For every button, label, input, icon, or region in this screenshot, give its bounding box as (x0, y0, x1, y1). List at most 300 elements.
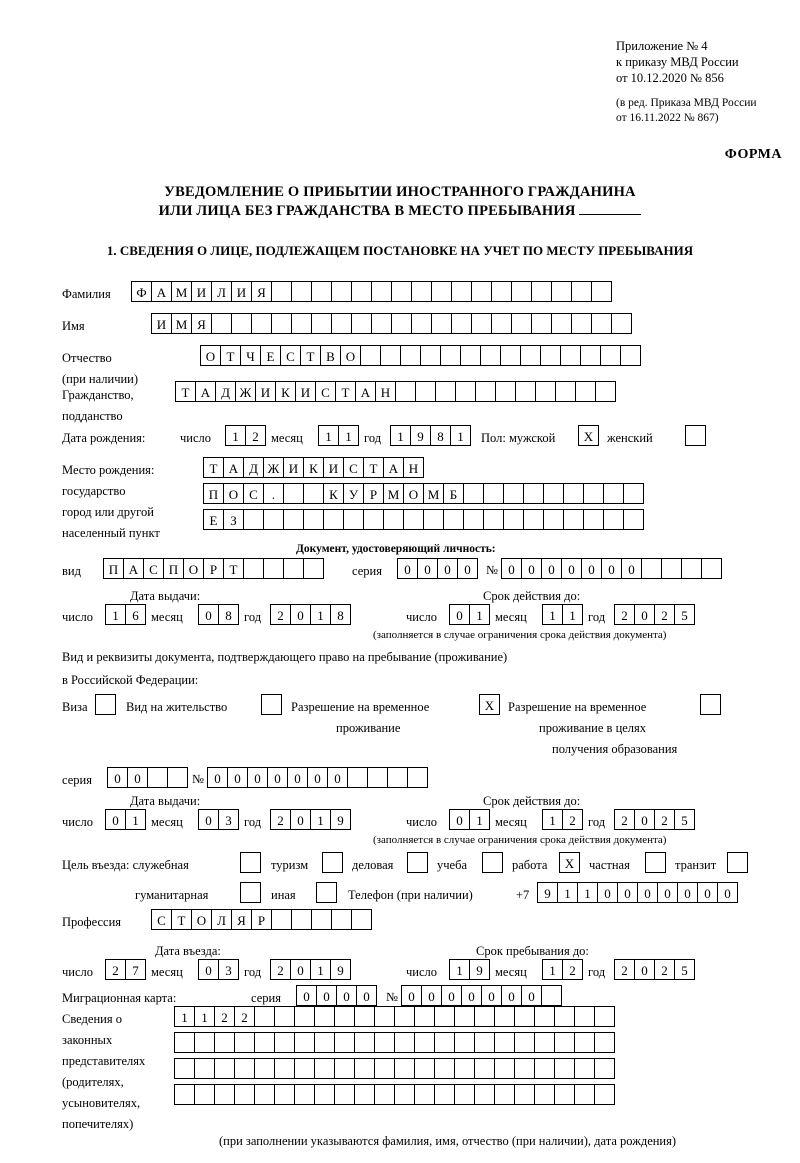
cell[interactable] (391, 281, 412, 302)
cell[interactable]: Т (220, 345, 241, 366)
doc-valid-day-input[interactable] (449, 604, 489, 625)
cell[interactable]: 1 (557, 882, 578, 903)
cell[interactable] (311, 909, 332, 930)
cell[interactable]: И (231, 281, 252, 302)
cell[interactable]: Т (175, 381, 196, 402)
cell[interactable] (331, 281, 352, 302)
cell[interactable] (383, 509, 404, 530)
cell[interactable] (231, 313, 252, 334)
cell[interactable] (440, 345, 461, 366)
cell[interactable]: 0 (634, 809, 655, 830)
cell[interactable] (523, 483, 544, 504)
cell[interactable]: 0 (401, 985, 422, 1006)
cell[interactable] (414, 1032, 435, 1053)
purpose-study-checkbox[interactable] (482, 852, 503, 873)
cell[interactable] (594, 1084, 615, 1105)
cell[interactable] (331, 909, 352, 930)
cell[interactable] (554, 1058, 575, 1079)
doc-number-input[interactable] (501, 558, 721, 579)
cell[interactable] (534, 1058, 555, 1079)
cell[interactable]: 0 (717, 882, 738, 903)
cell[interactable] (571, 281, 592, 302)
cell[interactable]: Л (211, 281, 232, 302)
cell[interactable] (354, 1058, 375, 1079)
cell[interactable] (554, 1084, 575, 1105)
cell[interactable]: О (200, 345, 221, 366)
cell[interactable] (174, 1084, 195, 1105)
cell[interactable]: 1 (390, 425, 411, 446)
cell[interactable] (423, 509, 444, 530)
cell[interactable] (531, 313, 552, 334)
cell[interactable]: А (195, 381, 216, 402)
cell[interactable]: 1 (542, 959, 563, 980)
purpose-transit-checkbox[interactable] (727, 852, 748, 873)
cell[interactable] (491, 313, 512, 334)
cell[interactable]: К (275, 381, 296, 402)
cell[interactable] (534, 1006, 555, 1027)
cell[interactable]: П (203, 483, 224, 504)
cell[interactable] (603, 483, 624, 504)
cell[interactable] (494, 1084, 515, 1105)
cell[interactable] (543, 483, 564, 504)
purpose-business-checkbox[interactable] (407, 852, 428, 873)
cell[interactable]: Ж (235, 381, 256, 402)
cell[interactable] (283, 558, 304, 579)
cell[interactable]: О (340, 345, 361, 366)
cell[interactable]: 1 (194, 1006, 215, 1027)
cell[interactable]: 0 (287, 767, 308, 788)
cell[interactable] (623, 483, 644, 504)
phone-input[interactable] (537, 882, 737, 903)
cell[interactable] (434, 1058, 455, 1079)
cell[interactable]: 0 (617, 882, 638, 903)
purpose-humanitarian-checkbox[interactable] (240, 882, 261, 903)
cell[interactable]: 0 (247, 767, 268, 788)
cell[interactable] (571, 313, 592, 334)
birth-year-input[interactable] (390, 425, 470, 446)
cell[interactable]: 0 (637, 882, 658, 903)
cell[interactable] (460, 345, 481, 366)
cell[interactable]: Т (335, 381, 356, 402)
cell[interactable]: Ч (240, 345, 261, 366)
cell[interactable]: К (303, 457, 324, 478)
cell[interactable] (311, 281, 332, 302)
cell[interactable] (474, 1084, 495, 1105)
birth-month-input[interactable] (318, 425, 358, 446)
cell[interactable] (214, 1058, 235, 1079)
cell[interactable] (303, 483, 324, 504)
cell[interactable]: 2 (245, 425, 266, 446)
cell[interactable] (294, 1058, 315, 1079)
cell[interactable]: Н (375, 381, 396, 402)
cell[interactable] (294, 1032, 315, 1053)
cell[interactable]: И (151, 313, 172, 334)
edu-residence-checkbox[interactable] (700, 694, 721, 715)
cell[interactable] (591, 281, 612, 302)
cell[interactable] (411, 313, 432, 334)
cell[interactable] (271, 281, 292, 302)
cell[interactable] (594, 1006, 615, 1027)
cell[interactable] (314, 1032, 335, 1053)
cell[interactable] (603, 509, 624, 530)
cell[interactable] (174, 1058, 195, 1079)
cell[interactable] (595, 381, 616, 402)
cell[interactable]: 2 (270, 604, 291, 625)
cell[interactable] (303, 558, 324, 579)
sex-male-checkbox[interactable]: X (578, 425, 599, 446)
birth-city-row-2-input[interactable] (203, 509, 643, 530)
cell[interactable]: 1 (310, 604, 331, 625)
cell[interactable] (374, 1032, 395, 1053)
cell[interactable] (283, 509, 304, 530)
cell[interactable] (574, 1006, 595, 1027)
mcard-series-input[interactable] (296, 985, 376, 1006)
cell[interactable]: 1 (105, 604, 126, 625)
cell[interactable]: М (171, 281, 192, 302)
cell[interactable] (294, 1084, 315, 1105)
cell[interactable] (434, 1006, 455, 1027)
cell[interactable] (395, 381, 416, 402)
cell[interactable]: 9 (537, 882, 558, 903)
cell[interactable] (254, 1006, 275, 1027)
cell[interactable] (254, 1084, 275, 1105)
cell[interactable] (243, 558, 264, 579)
doc-valid-month-input[interactable] (542, 604, 582, 625)
cell[interactable] (591, 313, 612, 334)
cell[interactable] (523, 509, 544, 530)
doc-valid-year-input[interactable] (614, 604, 694, 625)
cell[interactable] (611, 313, 632, 334)
cell[interactable]: 0 (541, 558, 562, 579)
cell[interactable] (543, 509, 564, 530)
cell[interactable] (455, 381, 476, 402)
cell[interactable] (474, 1006, 495, 1027)
cell[interactable] (367, 767, 388, 788)
cell[interactable] (351, 909, 372, 930)
purpose-tourism-checkbox[interactable] (322, 852, 343, 873)
cell[interactable]: Р (363, 483, 384, 504)
cell[interactable]: 0 (421, 985, 442, 1006)
cell[interactable] (514, 1006, 535, 1027)
cell[interactable]: 5 (674, 809, 695, 830)
cell[interactable]: О (191, 909, 212, 930)
stay-year-input[interactable] (614, 959, 694, 980)
purpose-work-checkbox[interactable]: X (559, 852, 580, 873)
cell[interactable]: 0 (621, 558, 642, 579)
cell[interactable]: 0 (296, 985, 317, 1006)
cell[interactable]: 0 (521, 558, 542, 579)
surname-input[interactable] (131, 281, 611, 302)
cell[interactable]: Р (203, 558, 224, 579)
cell[interactable]: 2 (614, 604, 635, 625)
cell[interactable] (541, 985, 562, 1006)
birth-city-row-1-input[interactable] (203, 483, 643, 504)
cell[interactable]: Т (363, 457, 384, 478)
cell[interactable]: 0 (521, 985, 542, 1006)
cell[interactable] (641, 558, 662, 579)
doc-kind-input[interactable] (103, 558, 323, 579)
cell[interactable]: И (323, 457, 344, 478)
cell[interactable] (194, 1084, 215, 1105)
cell[interactable]: 1 (469, 604, 490, 625)
cell[interactable] (511, 313, 532, 334)
cell[interactable]: 0 (441, 985, 462, 1006)
cell[interactable] (563, 509, 584, 530)
cell[interactable] (394, 1058, 415, 1079)
cell[interactable]: 1 (225, 425, 246, 446)
cell[interactable] (431, 313, 452, 334)
cell[interactable]: 2 (614, 959, 635, 980)
cell[interactable] (560, 345, 581, 366)
cell[interactable]: 9 (469, 959, 490, 980)
cell[interactable]: 1 (338, 425, 359, 446)
cell[interactable]: Д (215, 381, 236, 402)
cell[interactable]: Е (260, 345, 281, 366)
cell[interactable]: 0 (561, 558, 582, 579)
cell[interactable]: 0 (327, 767, 348, 788)
cell[interactable] (314, 1084, 335, 1105)
cell[interactable]: 1 (577, 882, 598, 903)
cell[interactable] (531, 281, 552, 302)
cell[interactable] (234, 1084, 255, 1105)
cell[interactable] (334, 1084, 355, 1105)
cell[interactable] (167, 767, 188, 788)
cell[interactable]: 0 (417, 558, 438, 579)
cell[interactable]: 0 (634, 959, 655, 980)
cell[interactable]: И (191, 281, 212, 302)
cell[interactable]: А (151, 281, 172, 302)
cell[interactable] (360, 345, 381, 366)
cell[interactable] (494, 1032, 515, 1053)
cell[interactable] (194, 1032, 215, 1053)
cell[interactable] (407, 767, 428, 788)
cell[interactable]: 0 (336, 985, 357, 1006)
cell[interactable]: В (320, 345, 341, 366)
stay-valid-day-input[interactable] (449, 809, 489, 830)
cell[interactable] (471, 313, 492, 334)
name-input[interactable] (151, 313, 631, 334)
cell[interactable]: 5 (674, 959, 695, 980)
cell[interactable] (500, 345, 521, 366)
cell[interactable] (583, 483, 604, 504)
cell[interactable] (583, 509, 604, 530)
cell[interactable] (701, 558, 722, 579)
cell[interactable] (574, 1084, 595, 1105)
cell[interactable] (334, 1032, 355, 1053)
cell[interactable]: Н (403, 457, 424, 478)
cell[interactable] (211, 313, 232, 334)
cell[interactable]: О (223, 483, 244, 504)
cell[interactable] (574, 1058, 595, 1079)
cell[interactable] (214, 1084, 235, 1105)
cell[interactable] (503, 509, 524, 530)
cell[interactable]: М (383, 483, 404, 504)
cell[interactable] (354, 1006, 375, 1027)
stay-issue-month-input[interactable] (198, 809, 238, 830)
cell[interactable] (194, 1058, 215, 1079)
cell[interactable]: 8 (430, 425, 451, 446)
cell[interactable]: 0 (461, 985, 482, 1006)
cell[interactable]: П (103, 558, 124, 579)
cell[interactable] (474, 1032, 495, 1053)
cell[interactable] (214, 1032, 235, 1053)
residence-permit-checkbox[interactable] (261, 694, 282, 715)
cell[interactable] (594, 1032, 615, 1053)
cell[interactable]: Я (191, 313, 212, 334)
cell[interactable] (594, 1058, 615, 1079)
cell[interactable] (343, 509, 364, 530)
cell[interactable]: 1 (318, 425, 339, 446)
cell[interactable] (147, 767, 168, 788)
cell[interactable] (495, 381, 516, 402)
cell[interactable]: 3 (218, 959, 239, 980)
cell[interactable]: Ж (263, 457, 284, 478)
cell[interactable] (434, 1084, 455, 1105)
cell[interactable]: 0 (227, 767, 248, 788)
purpose-official-checkbox[interactable] (240, 852, 261, 873)
cell[interactable]: С (315, 381, 336, 402)
cell[interactable]: 9 (330, 809, 351, 830)
cell[interactable] (371, 281, 392, 302)
cell[interactable] (274, 1032, 295, 1053)
cell[interactable]: 1 (310, 959, 331, 980)
cell[interactable] (575, 381, 596, 402)
cell[interactable]: 0 (316, 985, 337, 1006)
cell[interactable] (551, 281, 572, 302)
cell[interactable]: С (243, 483, 264, 504)
cell[interactable]: 0 (397, 558, 418, 579)
stay-day-input[interactable] (449, 959, 489, 980)
purpose-other-checkbox[interactable] (316, 882, 337, 903)
cell[interactable] (420, 345, 441, 366)
cell[interactable]: 1 (174, 1006, 195, 1027)
cell[interactable] (534, 1084, 555, 1105)
cell[interactable]: 0 (267, 767, 288, 788)
cell[interactable]: 2 (562, 959, 583, 980)
cell[interactable]: 0 (634, 604, 655, 625)
cell[interactable]: 2 (270, 809, 291, 830)
cell[interactable]: М (423, 483, 444, 504)
legal-row-1-input[interactable] (174, 1006, 614, 1027)
cell[interactable]: Р (251, 909, 272, 930)
cell[interactable]: 5 (674, 604, 695, 625)
stay-number-input[interactable] (207, 767, 427, 788)
cell[interactable] (483, 509, 504, 530)
cell[interactable] (620, 345, 641, 366)
cell[interactable] (454, 1084, 475, 1105)
cell[interactable]: И (295, 381, 316, 402)
cell[interactable]: А (355, 381, 376, 402)
cell[interactable] (600, 345, 621, 366)
cell[interactable] (174, 1032, 195, 1053)
cell[interactable] (514, 1058, 535, 1079)
cell[interactable] (394, 1084, 415, 1105)
purpose-private-checkbox[interactable] (645, 852, 666, 873)
cell[interactable] (243, 509, 264, 530)
cell[interactable]: Т (171, 909, 192, 930)
cell[interactable] (520, 345, 541, 366)
stay-issue-day-input[interactable] (105, 809, 145, 830)
cell[interactable]: 0 (601, 558, 622, 579)
cell[interactable] (554, 1006, 575, 1027)
cell[interactable]: 2 (105, 959, 126, 980)
stay-valid-month-input[interactable] (542, 809, 582, 830)
cell[interactable]: 1 (469, 809, 490, 830)
cell[interactable]: Т (223, 558, 244, 579)
cell[interactable]: 0 (697, 882, 718, 903)
cell[interactable]: 0 (198, 959, 219, 980)
cell[interactable]: М (171, 313, 192, 334)
cell[interactable] (483, 483, 504, 504)
cell[interactable]: И (255, 381, 276, 402)
cell[interactable]: 0 (290, 809, 311, 830)
cell[interactable] (263, 509, 284, 530)
patronymic-input[interactable] (200, 345, 640, 366)
cell[interactable] (451, 281, 472, 302)
cell[interactable] (374, 1084, 395, 1105)
cell[interactable] (331, 313, 352, 334)
cell[interactable]: И (283, 457, 304, 478)
cell[interactable] (534, 1032, 555, 1053)
cell[interactable] (263, 558, 284, 579)
cell[interactable]: 0 (127, 767, 148, 788)
cell[interactable] (454, 1032, 475, 1053)
cell[interactable] (271, 313, 292, 334)
cell[interactable]: У (343, 483, 364, 504)
cell[interactable] (274, 1006, 295, 1027)
legal-row-3-input[interactable] (174, 1058, 614, 1079)
cell[interactable] (354, 1032, 375, 1053)
cell[interactable]: 2 (614, 809, 635, 830)
cell[interactable]: Л (211, 909, 232, 930)
cell[interactable]: 1 (449, 959, 470, 980)
cell[interactable]: 0 (597, 882, 618, 903)
cell[interactable] (234, 1032, 255, 1053)
cell[interactable]: Ф (131, 281, 152, 302)
cell[interactable]: 2 (562, 809, 583, 830)
cell[interactable] (363, 509, 384, 530)
cell[interactable]: Т (300, 345, 321, 366)
cell[interactable]: С (143, 558, 164, 579)
cell[interactable] (234, 1058, 255, 1079)
cell[interactable] (334, 1006, 355, 1027)
cell[interactable]: 0 (457, 558, 478, 579)
cell[interactable] (314, 1006, 335, 1027)
cell[interactable]: 0 (356, 985, 377, 1006)
cell[interactable]: 2 (270, 959, 291, 980)
cell[interactable] (434, 1032, 455, 1053)
cell[interactable]: 2 (654, 604, 675, 625)
cell[interactable] (387, 767, 408, 788)
birth-state-input[interactable] (203, 457, 423, 478)
entry-year-input[interactable] (270, 959, 350, 980)
doc-series-input[interactable] (397, 558, 477, 579)
cell[interactable]: О (403, 483, 424, 504)
cell[interactable] (514, 1032, 535, 1053)
cell[interactable]: 0 (501, 558, 522, 579)
temp-residence-checkbox[interactable]: X (479, 694, 500, 715)
cell[interactable]: 2 (654, 809, 675, 830)
cell[interactable]: Е (203, 509, 224, 530)
doc-issue-month-input[interactable] (198, 604, 238, 625)
cell[interactable]: 0 (677, 882, 698, 903)
cell[interactable] (274, 1058, 295, 1079)
cell[interactable] (463, 483, 484, 504)
cell[interactable]: 7 (125, 959, 146, 980)
cell[interactable] (291, 281, 312, 302)
cell[interactable]: Я (231, 909, 252, 930)
cell[interactable] (471, 281, 492, 302)
